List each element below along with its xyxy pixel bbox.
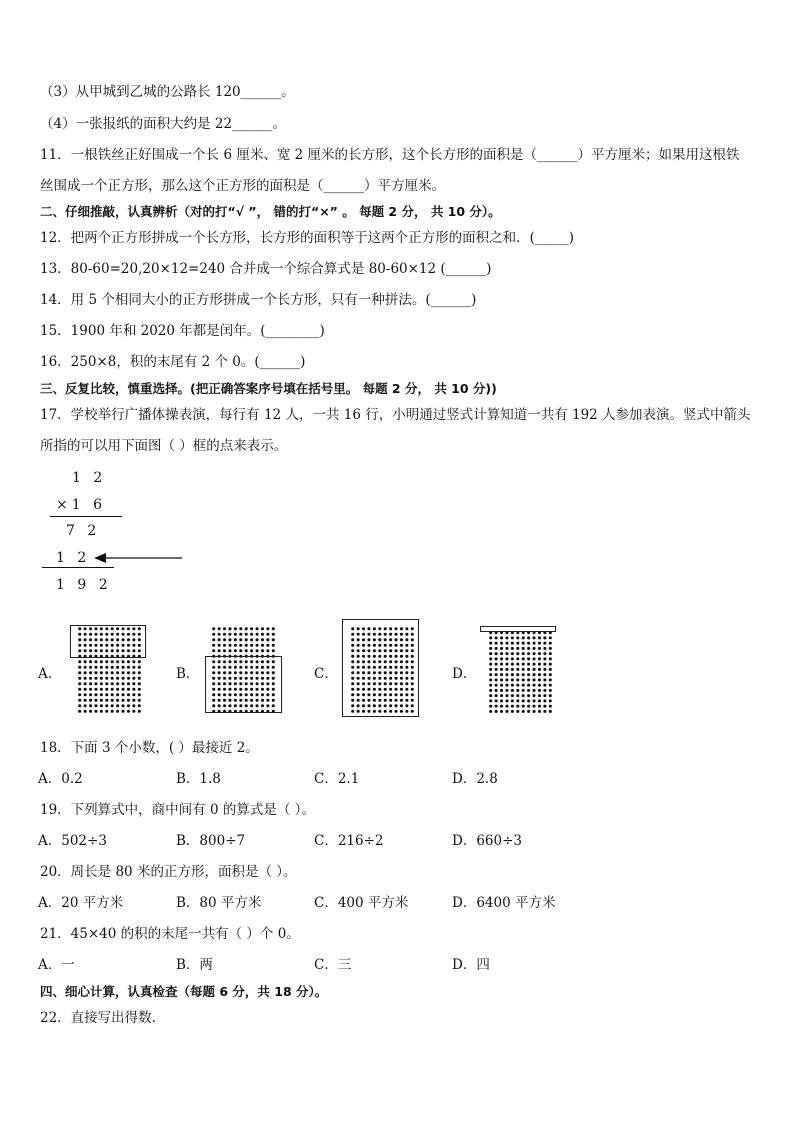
section-2-heading: 二、仔细推敲，认真辨析（对的打“√ ”， 错的打“×” 。 每题 2 分， 共 10 分）。 [40,204,501,219]
figure-a-frame [70,625,146,658]
q19-option-c[interactable]: C．216÷2 [314,833,384,849]
question-13: 13．80-60=20,20×12=240 合并成一个综合算式是 80-60×12 (______) [40,261,492,277]
q21-option-c[interactable]: C．三 [314,957,352,973]
figure-a-label: A． [38,666,62,682]
question-15: 15．1900 年和 2020 年都是闰年。(________) [40,323,325,339]
q20-option-d[interactable]: D．6400 平方米 [452,895,556,911]
q18-option-c[interactable]: C．2.1 [314,771,360,787]
calc-line-1 [50,516,122,517]
question-11-line1: 11．一根铁丝正好围成一个长 6 厘米、宽 2 厘米的长方形，这个长方形的面积是（______）平方厘米；如果用这根铁 [40,147,740,163]
q20-option-c[interactable]: C．400 平方米 [314,895,409,911]
q19-option-b[interactable]: B．800÷7 [176,833,246,849]
question-11-line2: 丝围成一个正方形，那么这个正方形的面积是（______）平方厘米。 [40,178,445,194]
q20-option-b[interactable]: B．80 平方米 [176,895,262,911]
arrow-icon [94,550,184,566]
figure-c-frame [342,619,419,717]
item-4-line: （4）一张报纸的面积大约是 22______。 [40,116,287,132]
q18-option-a[interactable]: A．0.2 [38,771,83,787]
section-4-heading: 四、细心计算，认真检查（每题 6 分，共 18 分）。 [40,984,328,999]
figure-c-label: C． [314,666,338,682]
figure-b-frame [205,656,282,713]
question-19: 19．下列算式中，商中间有 0 的算式是（ ）。 [40,802,315,818]
calc-row-product: 1 9 2 [56,577,112,593]
question-14: 14．用 5 个相同大小的正方形拼成一个长方形，只有一种拼法。(______) [40,292,477,308]
q21-option-d[interactable]: D．四 [452,957,490,973]
figure-b-label: B． [176,666,200,682]
figure-d-frame [480,626,556,632]
calc-row-partial-1: 7 2 [66,523,101,539]
figure-d-label: D． [452,666,477,682]
calc-row-multiplicand: 1 2 [72,470,107,486]
q21-option-a[interactable]: A．一 [38,957,75,973]
q21-option-b[interactable]: B．两 [176,957,213,973]
q20-option-a[interactable]: A．20 平方米 [38,895,124,911]
question-12: 12．把两个正方形拼成一个长方形，长方形的面积等于这两个正方形的面积之和．(_____) [40,230,574,246]
figure-d-dot-grid [488,630,553,714]
q19-option-a[interactable]: A．502÷3 [38,833,107,849]
section-3-heading: 三、反复比较，慎重选择。(把正确答案序号填在括号里。 每题 2 分， 共 10 分)) [40,381,497,396]
item-3-line: （3）从甲城到乙城的公路长 120______。 [40,84,295,100]
question-20: 20．周长是 80 米的正方形，面积是（ ）。 [40,864,297,880]
question-16: 16．250×8，积的末尾有 2 个 0。(______) [40,354,306,370]
calc-row-partial-2: 1 2 [56,550,91,566]
q19-option-d[interactable]: D．660÷3 [452,833,522,849]
question-21: 21．45×40 的积的末尾一共有（ ）个 0。 [40,926,300,942]
question-18: 18．下面 3 个小数，( ）最接近 2。 [40,740,259,756]
question-22: 22．直接写出得数. [40,1010,156,1026]
calc-line-2 [42,567,114,568]
calc-row-multiplier: ×1 6 [56,497,106,513]
q18-option-d[interactable]: D．2.8 [452,771,498,787]
q18-option-b[interactable]: B．1.8 [176,771,221,787]
question-17-line2: 所指的可以用下面图（ ）框的点来表示。 [40,438,288,454]
question-17-line1: 17．学校举行广播体操表演，每行有 12 人，一共 16 行，小明通过竖式计算知道一共有 192 人参加表演。竖式中箭头 [40,407,751,423]
